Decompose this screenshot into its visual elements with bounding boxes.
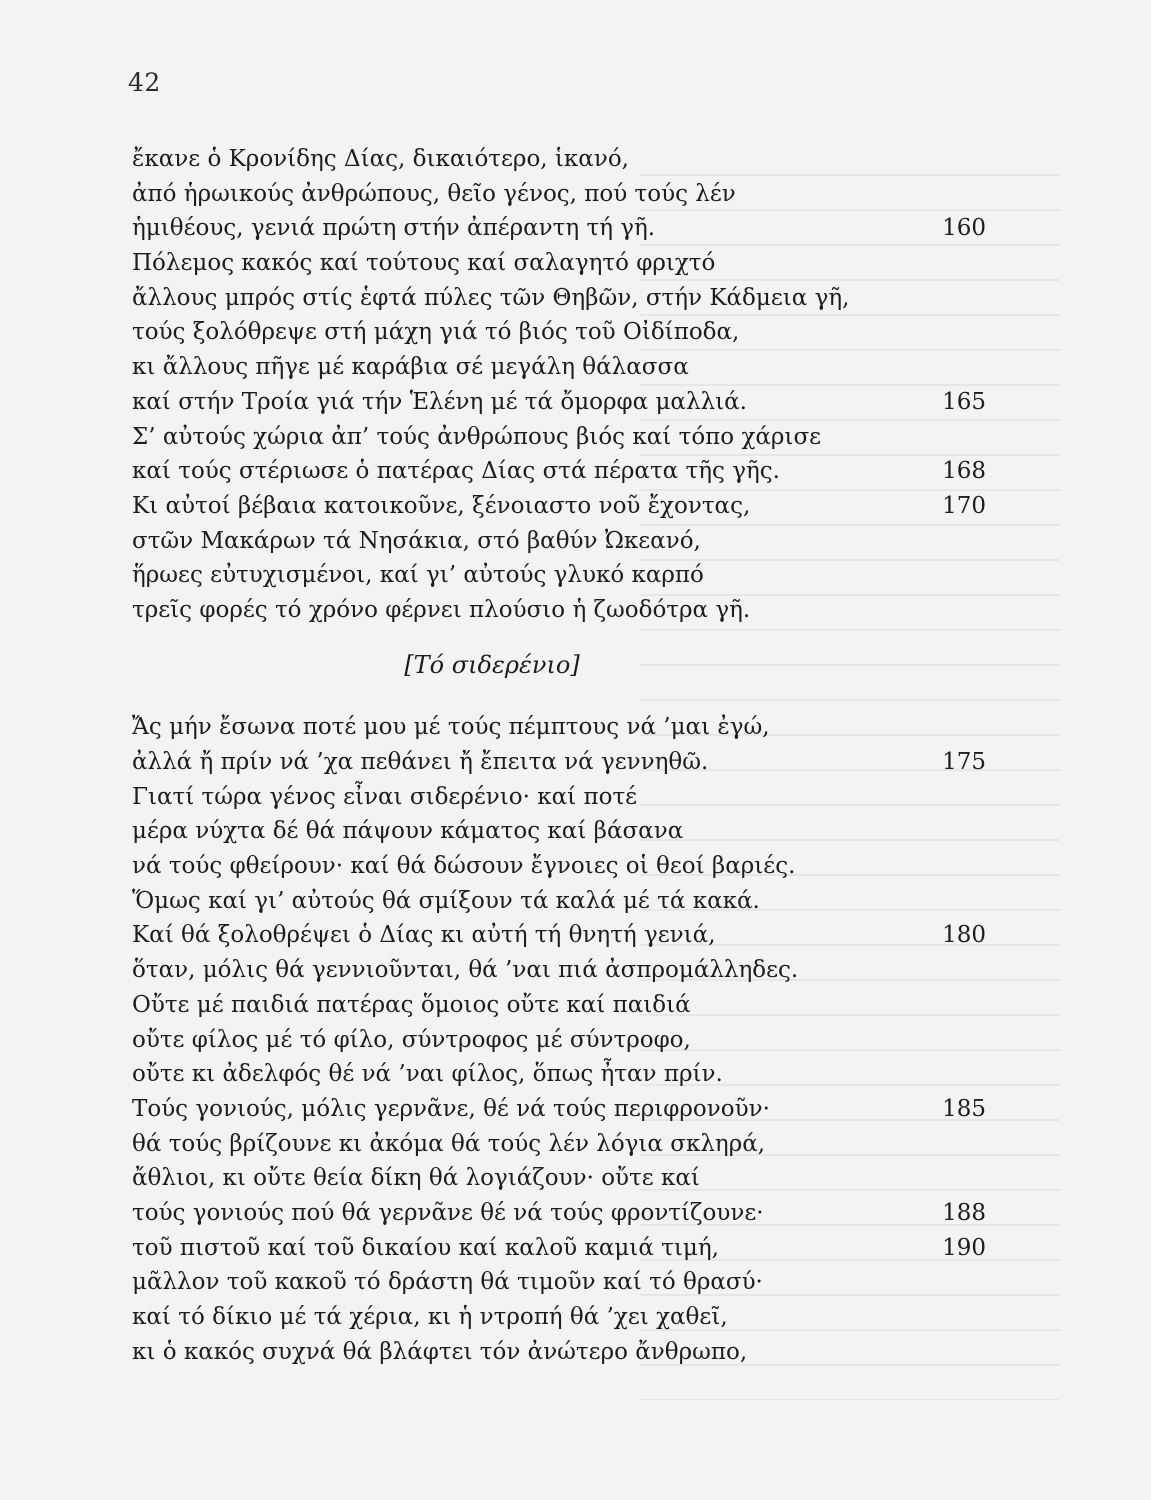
verse-line	[132, 524, 992, 559]
verse-line	[132, 918, 992, 953]
line-number: 165	[942, 388, 986, 415]
verse-text: ὅταν, μόλις θά γεννιοῦνται, θά ’ναι πιά ἀσπρομάλληδες.	[132, 957, 799, 984]
verse-text: ἀλλά ἤ πρίν νά ’χα πεθάνει ἤ ἔπειτα νά γεννηθῶ.	[132, 749, 709, 775]
verse-text: καί στήν Τροία γιά τήν Ἑλένη μέ τά ὄμορφα μαλλιά.	[132, 388, 747, 415]
verse-line	[132, 1231, 992, 1266]
poem-text	[132, 142, 992, 1369]
verse-text: Καί θά ξολοθρέψει ὁ Δίας κι αὐτή τή θνητή γενιά,	[132, 922, 716, 949]
verse-text: ἄθλιοι, κι οὔτε θεία δίκη θά λογιάζουν· οὔτε καί	[132, 1165, 700, 1192]
verse-text: ἡμιθέους, γενιά πρώτη στήν ἀπέραντη τή γῆ.	[132, 215, 656, 242]
verse-line	[132, 315, 992, 350]
verse-text: καί τούς στέριωσε ὁ πατέρας Δίας στά πέρατα τῆς γῆς.	[132, 458, 780, 485]
verse-line	[132, 814, 992, 849]
verse-line	[132, 142, 992, 177]
line-number: 160	[942, 215, 986, 242]
line-number: 180	[942, 922, 986, 949]
verse-line	[132, 454, 992, 489]
verse-text: μᾶλλον τοῦ κακοῦ τό δράστη θά τιμοῦν καί τό θρασύ·	[132, 1269, 763, 1296]
verse-line	[132, 1092, 992, 1127]
verse-line	[132, 1335, 992, 1370]
line-number: 185	[942, 1095, 986, 1122]
verse-line	[132, 1300, 992, 1335]
verse-text: καί τό δίκιο μέ τά χέρια, κι ἡ ντροπή θά ’χει χαθεῖ,	[132, 1304, 728, 1330]
verse-line	[132, 177, 992, 212]
verse-line	[132, 558, 992, 593]
verse-line	[132, 1196, 992, 1231]
verse-text: Σ’ αὐτούς χώρια ἀπ’ τούς ἀνθρώπους βιός καί τόπο χάρισε	[132, 423, 822, 450]
verse-line	[132, 489, 992, 524]
verse-text: κι ἄλλους πῆγε μέ καράβια σέ μεγάλη θάλασσα	[132, 354, 689, 381]
verse-line	[132, 246, 992, 281]
verse-line	[132, 281, 992, 316]
line-number: 188	[942, 1199, 986, 1226]
verse-line	[132, 988, 992, 1023]
verse-line	[132, 1057, 992, 1092]
verse-line	[132, 849, 992, 884]
verse-line	[132, 710, 992, 745]
verse-line	[132, 745, 992, 780]
verse-text: τούς γονιούς πού θά γερνᾶνε θέ νά τούς φροντίζουνε·	[132, 1199, 764, 1226]
verse-text: Πόλεμος κακός καί τούτους καί σαλαγητό φριχτό	[132, 250, 716, 277]
verse-text: τούς ξολόθρεψε στή μάχη γιά τό βιός τοῦ Οἰδίποδα,	[132, 319, 740, 346]
verse-line	[132, 780, 992, 815]
line-number: 170	[942, 492, 986, 519]
verse-text: μέρα νύχτα δέ θά πάψουν κάματος καί βάσανα	[132, 818, 684, 845]
line-number: 190	[942, 1234, 986, 1261]
page-number: 42	[128, 68, 161, 97]
verse-text: ἀπό ἡρωικούς ἀνθρώπους, θεῖο γένος, πού τούς λέν	[132, 180, 736, 207]
verse-line	[132, 1127, 992, 1162]
verse-text: στῶν Μακάρων τά Νησάκια, στό βαθύν Ὠκεανό,	[132, 527, 701, 554]
verse-text: Τούς γονιούς, μόλις γερνᾶνε, θέ νά τούς περιφρονοῦν·	[132, 1095, 770, 1122]
verse-text: Ἄς μήν ἔσωνα ποτέ μου μέ τούς πέμπτους νά ’μαι ἐγώ,	[132, 714, 770, 741]
verse-line	[132, 385, 992, 420]
verse-text: Οὔτε μέ παιδιά πατέρας ὅμοιος οὔτε καί παιδιά	[132, 991, 691, 1018]
verse-text: θά τούς βρίζουνε κι ἀκόμα θά τούς λέν λόγια σκληρά,	[132, 1130, 766, 1157]
section-heading-iron: [Τό σιδερένιο]	[404, 650, 580, 679]
verse-line	[132, 350, 992, 385]
verse-line	[132, 953, 992, 988]
verse-text: Γιατί τώρα γένος εἶναι σιδερένιο· καί ποτέ	[132, 783, 638, 810]
verse-text: οὔτε κι ἀδελφός θέ νά ’ναι φίλος, ὅπως ἦταν πρίν.	[132, 1061, 723, 1088]
verse-line	[132, 420, 992, 455]
verse-text: ἥρωες εὐτυχισμένοι, καί γι’ αὐτούς γλυκό καρπό	[132, 562, 704, 589]
verse-line	[132, 1265, 992, 1300]
verse-text: Κι αὐτοί βέβαια κατοικοῦνε, ξένοιαστο νοῦ ἔχοντας,	[132, 492, 751, 519]
verse-line	[132, 211, 992, 246]
stanza-heroic-race	[132, 142, 992, 628]
verse-text: νά τούς φθείρουν· καί θά δώσουν ἔγνοιες οἱ θεοί βαριές.	[132, 853, 796, 880]
verse-text: κι ὁ κακός συχνά θά βλάφτει τόν ἀνώτερο ἄνθρωπο,	[132, 1338, 748, 1365]
line-number: 175	[942, 749, 986, 775]
verse-line	[132, 1023, 992, 1058]
verse-text: τρεῖς φορές τό χρόνο φέρνει πλούσιο ἡ ζωοδότρα γῆ.	[132, 596, 751, 623]
line-number: 168	[942, 458, 986, 485]
verse-text: ἄλλους μπρός στίς ἑφτά πύλες τῶν Θηβῶν, στήν Κάδμεια γῆ,	[132, 284, 850, 311]
stanza-iron-race	[132, 710, 992, 1369]
verse-text: ἔκανε ὁ Κρονίδης Δίας, δικαιότερο, ἱκανό,	[132, 146, 629, 172]
verse-line	[132, 593, 992, 628]
verse-text: οὔτε φίλος μέ τό φίλο, σύντροφος μέ σύντροφο,	[132, 1026, 691, 1053]
verse-text: τοῦ πιστοῦ καί τοῦ δικαίου καί καλοῦ καμιά τιμή,	[132, 1234, 719, 1261]
verse-text: Ὅμως καί γι’ αὐτούς θά σμίξουν τά καλά μέ τά κακά.	[132, 887, 760, 914]
verse-line	[132, 884, 992, 919]
verse-line	[132, 1161, 992, 1196]
